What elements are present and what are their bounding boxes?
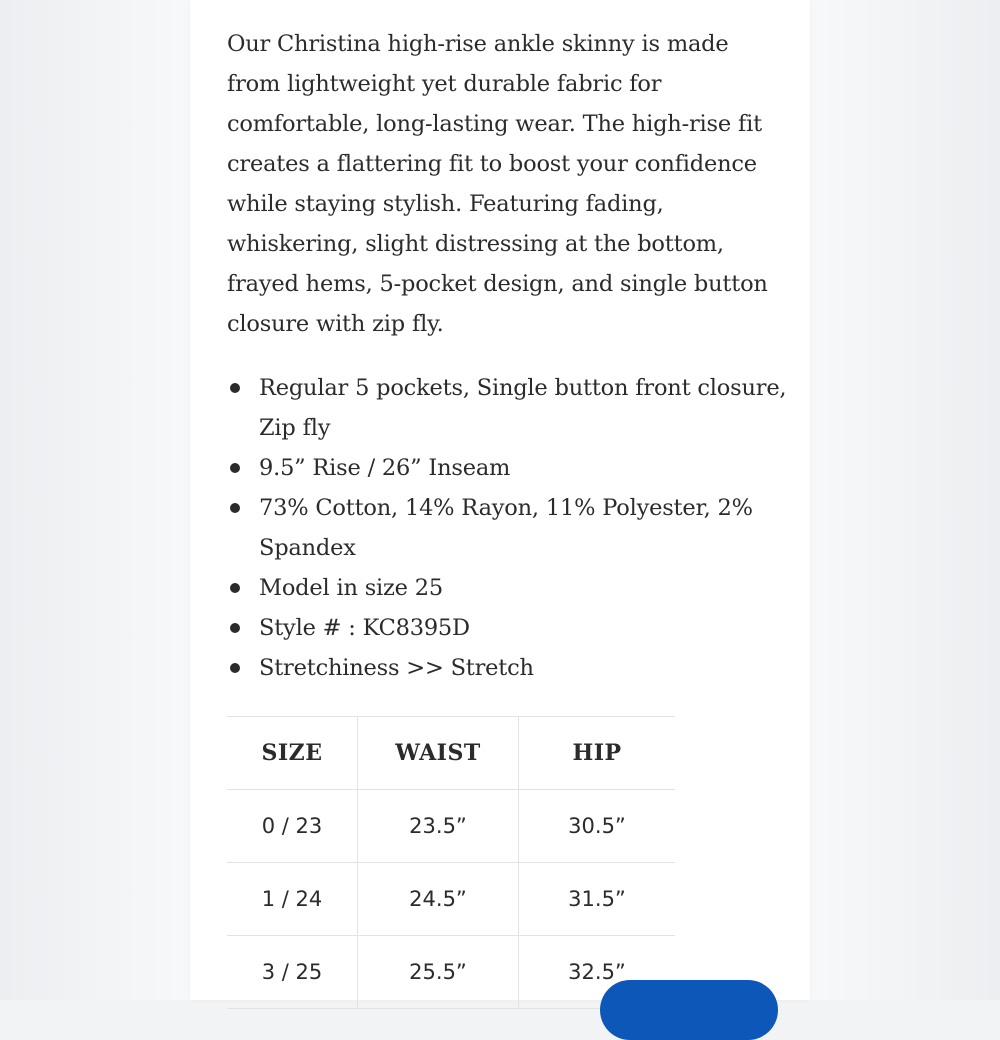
cell-size: 0 / 23 — [227, 790, 358, 863]
cell-waist: 25.5” — [358, 936, 519, 1009]
bullet-icon — [230, 503, 240, 513]
cell-waist: 24.5” — [358, 863, 519, 936]
table-row — [227, 863, 675, 936]
list-item — [227, 648, 787, 688]
header-size: SIZE — [227, 717, 358, 790]
feature-text: Regular 5 pockets, Single button front closure, Zip fly — [259, 375, 787, 441]
feature-text: Style # : KC8395D — [259, 615, 470, 641]
product-details-card — [190, 0, 810, 1000]
header-hip: HIP — [519, 717, 676, 790]
bullet-icon — [230, 583, 240, 593]
list-item — [227, 368, 787, 448]
product-description: Our Christina high-rise ankle skinny is made from lightweight yet durable fabric for comfortable, long-lasting wear. The high-rise fit creates a flattering fit to boost your confidence while staying stylish. Featuring fading, whiskering, slight distressing at the bottom, frayed hems, 5-pocket design, and single button closure with zip fly. — [227, 31, 768, 337]
bullet-icon — [230, 663, 240, 673]
list-item — [227, 568, 787, 608]
cell-hip: 31.5” — [519, 863, 676, 936]
bullet-icon — [230, 623, 240, 633]
bullet-icon — [230, 463, 240, 473]
list-item — [227, 608, 787, 648]
feature-list — [227, 368, 787, 688]
feature-text: 73% Cotton, 14% Rayon, 11% Polyester, 2% Spandex — [259, 495, 753, 561]
cell-size: 1 / 24 — [227, 863, 358, 936]
bullet-icon — [230, 383, 240, 393]
table-header-row — [227, 717, 675, 790]
list-item — [227, 488, 787, 568]
cell-size: 3 / 25 — [227, 936, 358, 1009]
table-row — [227, 790, 675, 863]
chat-bubble-button[interactable] — [600, 980, 778, 1040]
size-chart-table — [227, 716, 675, 1009]
cell-waist: 23.5” — [358, 790, 519, 863]
list-item — [227, 448, 787, 488]
cell-hip: 32.5” — [519, 936, 676, 1009]
cell-hip: 30.5” — [519, 790, 676, 863]
feature-text: Stretchiness >> Stretch — [259, 655, 534, 681]
header-waist: WAIST — [358, 717, 519, 790]
feature-text: 9.5” Rise / 26” Inseam — [259, 455, 511, 481]
feature-text: Model in size 25 — [259, 575, 443, 601]
